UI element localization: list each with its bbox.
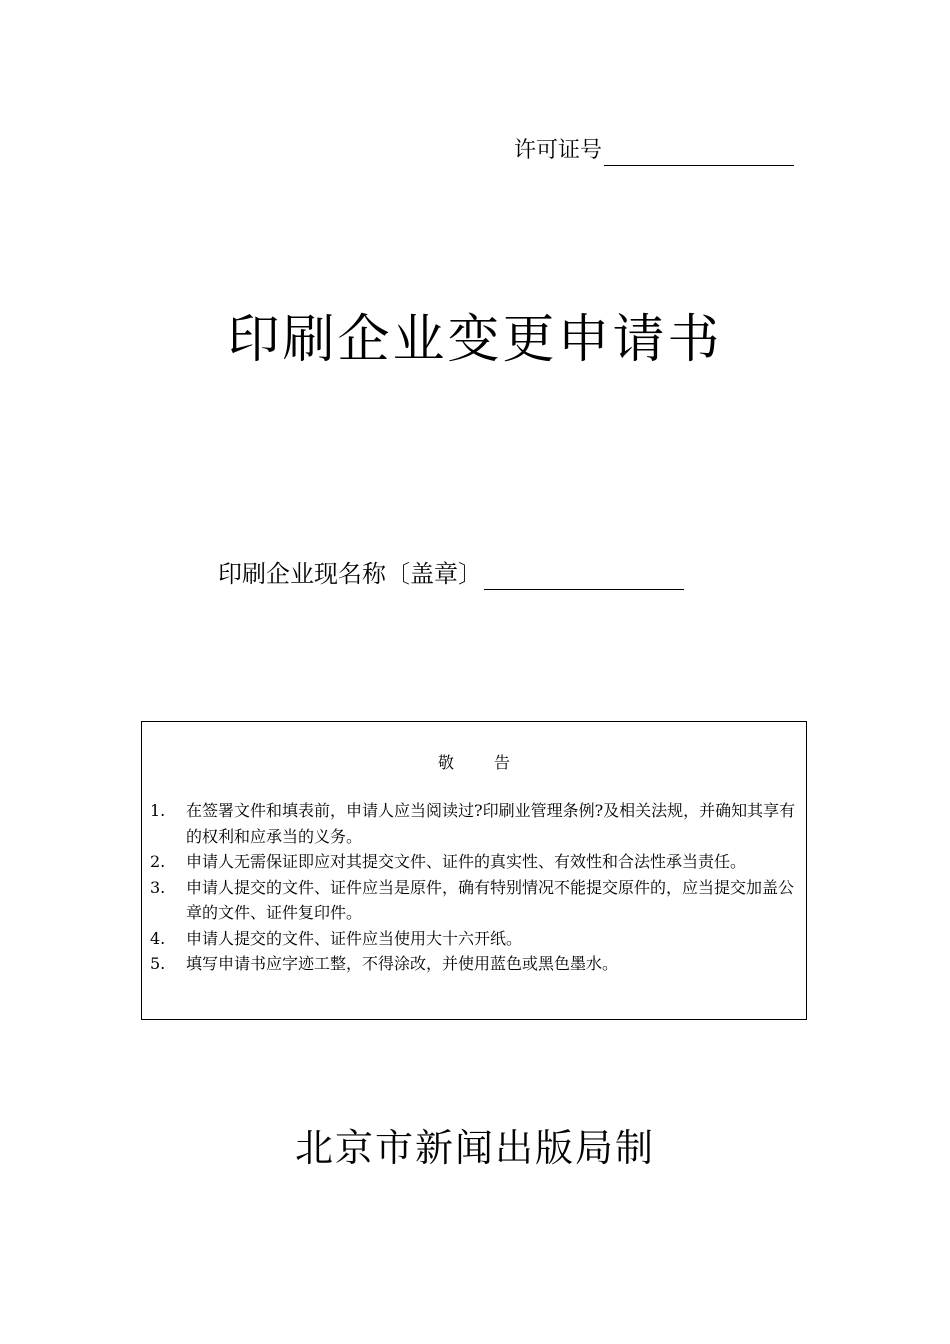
- notice-box: [141, 721, 807, 1020]
- notice-item-text: 填写申请书应字迹工整，不得涂改，并使用蓝色或黑色墨水。: [186, 954, 619, 973]
- notice-item-number: 1.: [150, 801, 166, 820]
- notice-item-text: 申请人提交的文件、证件应当使用大十六开纸。: [186, 928, 523, 948]
- notice-item: [150, 926, 800, 952]
- notice-item: [150, 849, 800, 875]
- notice-item: [150, 798, 800, 849]
- notice-title: 敬告: [437, 753, 550, 772]
- notice-item-number: 2.: [150, 852, 166, 871]
- license-number-label: 许可证号: [514, 138, 603, 163]
- issuer-footer: 北京市新闻出版局制: [294, 1126, 655, 1170]
- notice-item-text: 申请人无需保证即应对其提交文件、证件的真实性、有效性和合法性承当责任。: [186, 852, 747, 871]
- notice-item-text: 申请人提交的文件、证件应当是原件，确有特别情况不能提交原件的，应当提交加盖公章的文件、证件复印件。: [186, 877, 795, 922]
- notice-list: [150, 798, 800, 977]
- notice-item-number: 3.: [150, 877, 166, 897]
- company-name-blank[interactable]: [484, 565, 684, 590]
- notice-item-number: 5.: [150, 954, 166, 973]
- notice-item: [150, 951, 800, 977]
- company-name-field: [218, 558, 684, 590]
- company-name-label: 印刷企业现名称〔盖章〕: [218, 560, 482, 588]
- notice-item-number: 4.: [150, 928, 166, 948]
- document-title: 印刷企业变更申请书: [227, 310, 723, 370]
- license-number-blank[interactable]: [604, 141, 794, 166]
- license-number-field: [514, 136, 794, 166]
- notice-item: [150, 875, 800, 926]
- notice-item-text: 在签署文件和填表前，申请人应当阅读过?印刷业管理条例?及相关法规，并确知其享有的权利和应承当的义务。: [186, 801, 796, 846]
